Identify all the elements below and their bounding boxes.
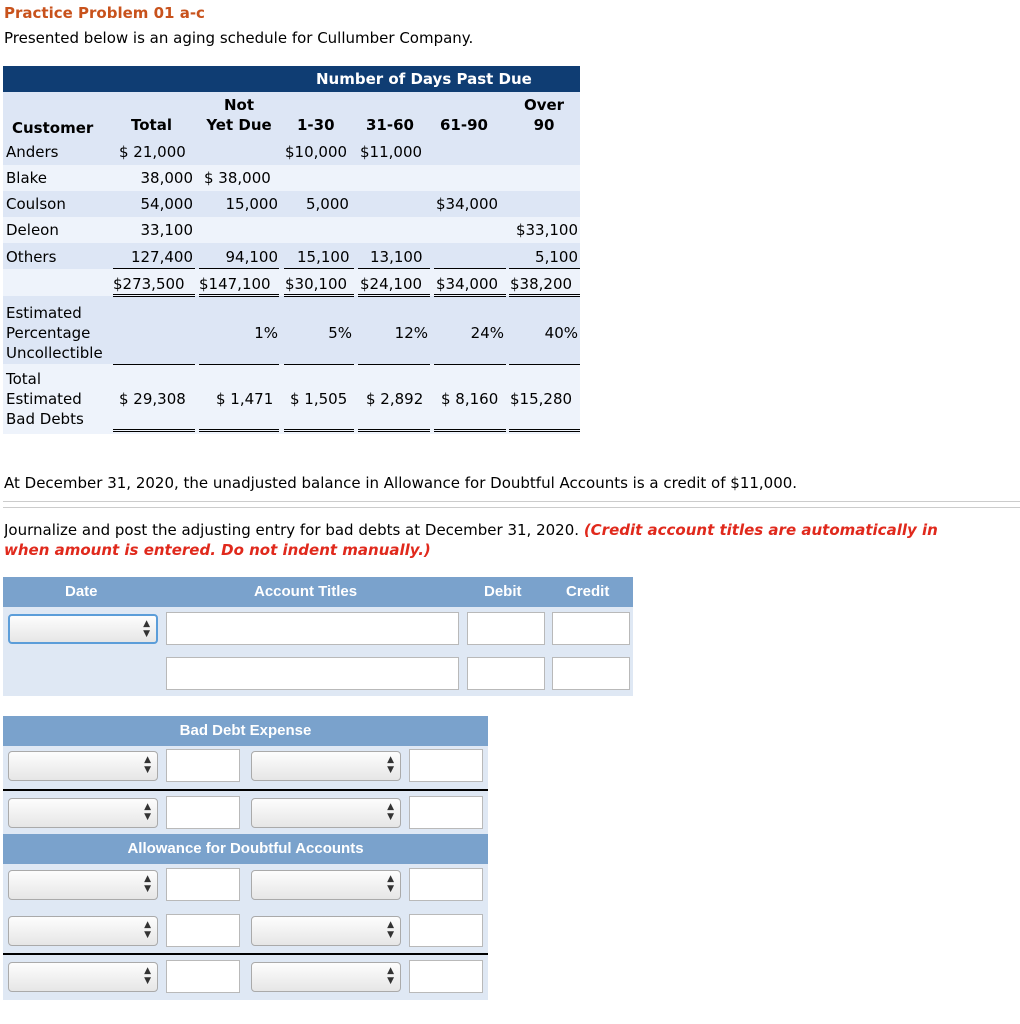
- cell-31-60: 13,100: [370, 248, 423, 266]
- debit-amount-input[interactable]: [166, 914, 240, 947]
- debit-amount-input[interactable]: [166, 796, 240, 829]
- rule: [284, 268, 354, 269]
- col-header-61-90: 61-90: [440, 116, 488, 134]
- debit-input[interactable]: [467, 612, 545, 645]
- cell-total: 38,000: [140, 169, 193, 187]
- baddebts-31-60: $ 2,892: [366, 390, 424, 408]
- total-over-90: $38,200: [510, 275, 573, 293]
- cell-not-yet-due: 94,100: [225, 248, 278, 266]
- column-date: Date: [65, 583, 98, 600]
- select-arrow-icon: ▲ ▼: [387, 755, 394, 775]
- cell-over-90: $33,100: [515, 221, 578, 239]
- debit-input[interactable]: [467, 657, 545, 690]
- taccount-line: [3, 953, 488, 955]
- debit-amount-input[interactable]: [166, 749, 240, 782]
- percent-not-yet-due: 1%: [254, 324, 278, 342]
- rule: [284, 364, 354, 365]
- debit-date-select[interactable]: [8, 751, 158, 781]
- customer-name: Coulson: [6, 195, 66, 213]
- credit-amount-input[interactable]: [409, 749, 483, 782]
- customer-name: Others: [6, 248, 57, 266]
- baddebts-1-30: $ 1,505: [290, 390, 348, 408]
- double-rule: [358, 294, 430, 297]
- col-header-not: Not: [223, 96, 255, 114]
- select-arrow-icon: ▲ ▼: [387, 966, 394, 986]
- double-rule: [284, 429, 354, 432]
- total-61-90: $34,000: [436, 275, 499, 293]
- cell-1-30: $10,000: [285, 143, 348, 161]
- double-rule: [113, 294, 195, 297]
- percent-label-2: Percentage: [6, 324, 91, 342]
- customer-name: Anders: [6, 143, 59, 161]
- journal-header: [3, 577, 633, 607]
- baddebts-label-2: Estimated: [6, 390, 82, 408]
- rule: [113, 364, 195, 365]
- cell-not-yet-due: 15,000: [225, 195, 278, 213]
- credit-input[interactable]: [552, 612, 630, 645]
- rule: [199, 268, 279, 269]
- account-title-input[interactable]: [166, 657, 459, 690]
- allowance-note: At December 31, 2020, the unadjusted balance in Allowance for Doubtful Accounts is a credit of $11,000.: [4, 474, 798, 492]
- divider: [3, 501, 1020, 502]
- select-arrow-icon: ▲ ▼: [143, 619, 150, 639]
- total-1-30: $30,100: [285, 275, 348, 293]
- col-header-yet-due: Yet Due: [206, 116, 272, 134]
- debit-date-select[interactable]: [8, 870, 158, 900]
- baddebts-total: $ 29,308: [119, 390, 186, 408]
- credit-amount-input[interactable]: [409, 796, 483, 829]
- rule: [358, 364, 430, 365]
- instruction-text: Journalize and post the adjusting entry for bad debts at December 31, 2020.: [4, 521, 580, 539]
- credit-date-select[interactable]: [251, 916, 401, 946]
- double-rule: [434, 429, 506, 432]
- select-arrow-icon: ▲ ▼: [144, 874, 151, 894]
- col-header-total: Total: [131, 116, 172, 134]
- debit-amount-input[interactable]: [166, 868, 240, 901]
- percent-61-90: 24%: [470, 324, 504, 342]
- rule: [358, 268, 430, 269]
- cell-total: 33,100: [140, 221, 193, 239]
- rule: [199, 364, 279, 365]
- col-header-31-60: 31-60: [366, 116, 414, 134]
- problem-title: Practice Problem 01 a-c: [4, 4, 205, 22]
- percent-1-30: 5%: [328, 324, 352, 342]
- rule: [509, 364, 580, 365]
- cell-total: 127,400: [130, 248, 193, 266]
- rule: [509, 268, 580, 269]
- select-arrow-icon: ▲ ▼: [387, 874, 394, 894]
- col-header-1-30: 1-30: [297, 116, 335, 134]
- baddebts-label-1: Total: [6, 370, 42, 388]
- problem-intro: Presented below is an aging schedule for Cullumber Company.: [4, 29, 474, 47]
- double-rule: [113, 429, 195, 432]
- select-arrow-icon: ▲ ▼: [144, 920, 151, 940]
- credit-date-select[interactable]: [251, 798, 401, 828]
- select-arrow-icon: ▲ ▼: [144, 802, 151, 822]
- select-arrow-icon: ▲ ▼: [387, 802, 394, 822]
- rule: [434, 364, 506, 365]
- baddebts-over-90: $15,280: [510, 390, 573, 408]
- col-header-customer: Customer: [12, 119, 94, 137]
- credit-input[interactable]: [552, 657, 630, 690]
- double-rule: [199, 294, 279, 297]
- percent-label-3: Uncollectible: [6, 344, 103, 362]
- debit-amount-input[interactable]: [166, 960, 240, 993]
- credit-date-select[interactable]: [251, 870, 401, 900]
- total-total: $273,500: [113, 275, 185, 293]
- row-bg-blake: [3, 165, 580, 191]
- credit-date-select[interactable]: [251, 751, 401, 781]
- select-arrow-icon: ▲ ▼: [144, 966, 151, 986]
- debit-date-select[interactable]: [8, 798, 158, 828]
- double-rule: [358, 429, 430, 432]
- cell-1-30: 15,100: [297, 248, 350, 266]
- total-31-60: $24,100: [360, 275, 423, 293]
- double-rule: [199, 429, 279, 432]
- baddebts-label-3: Bad Debts: [6, 410, 84, 428]
- instructions: [4, 520, 1020, 560]
- debit-date-select[interactable]: [8, 916, 158, 946]
- percent-label-1: Estimated: [6, 304, 82, 322]
- instruction-emphasis-2: when amount is entered. Do not indent manually.): [4, 541, 431, 559]
- row-bg-others: [3, 243, 580, 269]
- cell-1-30: 5,000: [306, 195, 349, 213]
- cell-total: 54,000: [140, 195, 193, 213]
- taccount-line: [3, 789, 488, 791]
- double-rule: [434, 294, 506, 297]
- cell-31-60: $11,000: [360, 143, 423, 161]
- date-select[interactable]: [8, 614, 158, 644]
- rule: [113, 268, 195, 269]
- row-bg-deleon: [3, 217, 580, 243]
- total-not-yet-due: $147,100: [199, 275, 271, 293]
- baddebts-61-90: $ 8,160: [441, 390, 499, 408]
- cell-total: $ 21,000: [119, 143, 186, 161]
- double-rule: [284, 294, 354, 297]
- taccount-title-bad-debt-expense: Bad Debt Expense: [3, 716, 488, 746]
- column-account-titles: Account Titles: [254, 583, 358, 600]
- double-rule: [509, 429, 580, 432]
- credit-date-select[interactable]: [251, 962, 401, 992]
- col-header-90: 90: [533, 116, 555, 134]
- column-credit: Credit: [566, 583, 610, 600]
- customer-name: Blake: [6, 169, 48, 187]
- rule: [434, 268, 506, 269]
- column-debit: Debit: [484, 583, 522, 600]
- account-title-input[interactable]: [166, 612, 459, 645]
- percent-31-60: 12%: [394, 324, 428, 342]
- cell-61-90: $34,000: [436, 195, 499, 213]
- instruction-emphasis-1: (Credit account titles are automatically in: [583, 521, 938, 539]
- select-arrow-icon: ▲ ▼: [387, 920, 394, 940]
- cell-over-90: 5,100: [535, 248, 578, 266]
- days-past-due-banner: Number of Days Past Due: [316, 70, 532, 88]
- select-arrow-icon: ▲ ▼: [144, 755, 151, 775]
- credit-amount-input[interactable]: [409, 960, 483, 993]
- baddebts-not-yet-due: $ 1,471: [216, 390, 274, 408]
- credit-amount-input[interactable]: [409, 914, 483, 947]
- divider: [3, 507, 1020, 508]
- col-header-over: Over: [523, 96, 565, 114]
- customer-name: Deleon: [6, 221, 59, 239]
- credit-amount-input[interactable]: [409, 868, 483, 901]
- double-rule: [509, 294, 580, 297]
- percent-over-90: 40%: [544, 324, 578, 342]
- taccount-title-allowance: Allowance for Doubtful Accounts: [3, 834, 488, 864]
- cell-not-yet-due: $ 38,000: [204, 169, 271, 187]
- debit-date-select[interactable]: [8, 962, 158, 992]
